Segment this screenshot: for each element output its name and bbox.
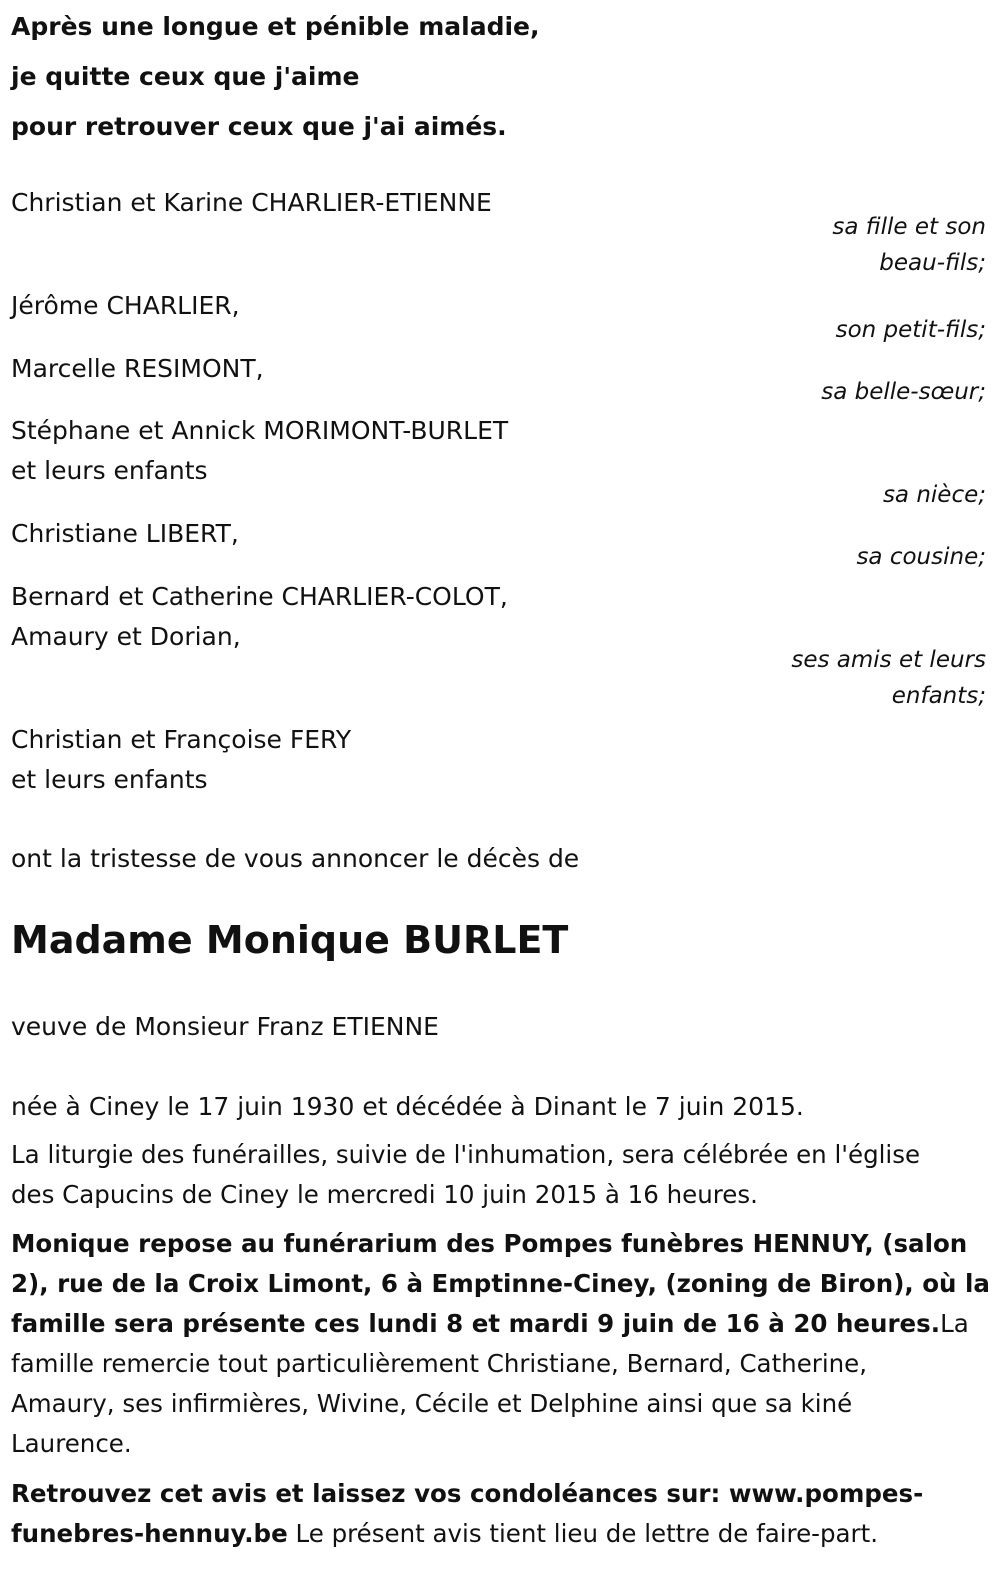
announcement: ont la tristesse de vous annoncer le décès de [11, 844, 580, 873]
family-name: Christian et Françoise FERY et leurs enfants [11, 725, 352, 794]
family-relation: sa belle-sœur; [821, 379, 986, 405]
liturgy: La liturgie des funérailles, suivie de l'inhumation, sera célébrée en l'église des Capucins de Ciney le mercredi 10 juin 2015 à 16 heures. [11, 1140, 921, 1209]
family-name: Bernard et Catherine CHARLIER-COLOT, Amaury et Dorian, [11, 582, 508, 651]
family-relation: sa cousine; [856, 544, 986, 570]
family-relation: sa fille et son beau-fils; [832, 214, 986, 276]
footer-link-line: Retrouvez cet avis et laissez vos condoléances sur: www.pompes- [11, 1479, 924, 1508]
footer: Retrouvez cet avis et laissez vos condoléances sur: www.pompes- funebres-hennuy.be Le présent avis tient lieu de lettre de faire-part. [11, 1474, 991, 1554]
birth-death: née à Ciney le 17 juin 1930 et décédée à Dinant le 7 juin 2015. [11, 1092, 804, 1121]
epitaph-line: Après une longue et pénible maladie, [11, 12, 540, 41]
deceased-name: Madame Monique BURLET [11, 918, 569, 962]
website-link[interactable]: funebres-hennuy.be [11, 1519, 288, 1548]
family-relation: son petit-fils; [835, 317, 986, 343]
family-name: Jérôme CHARLIER, [11, 291, 240, 320]
family-name: Marcelle RESIMONT, [11, 354, 264, 383]
family-name: Christiane LIBERT, [11, 519, 239, 548]
epitaph-line: je quitte ceux que j'aime [11, 62, 360, 91]
funerarium-paragraph: Monique repose au funérarium des Pompes funèbres HENNUY, (salon 2), rue de la Croix Limont, 6 à Emptinne-Ciney, (zoning de Biron), où la famille sera présente ces lundi 8 et mardi 9 juin de 16 à 20 heures.La famille remercie tout particulièrement Christiane, Bernard, Catherine, Amaury, ses infirmières, Wivine, Cécile et Delphine ainsi que sa kiné Laurence. [11, 1229, 990, 1458]
epitaph-line: pour retrouver ceux que j'ai aimés. [11, 112, 507, 141]
widow-of: veuve de Monsieur Franz ETIENNE [11, 1012, 439, 1041]
family-name: Stéphane et Annick MORIMONT-BURLET et leurs enfants [11, 416, 509, 485]
family-relation: ses amis et leurs enfants; [791, 647, 986, 709]
epitaph [11, 2, 540, 152]
family-relation: sa nièce; [882, 482, 986, 508]
family-name: Christian et Karine CHARLIER-ETIENNE [11, 188, 492, 217]
